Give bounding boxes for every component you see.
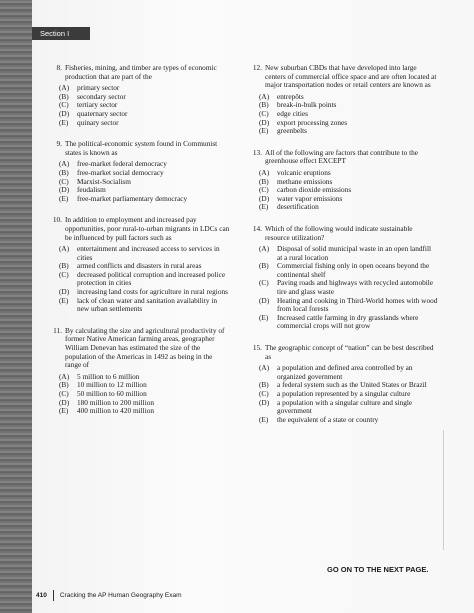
- question-text: All of the following are factors that contribute to the greenhouse effect EXCEPT: [265, 147, 418, 166]
- answer-choices: [248, 364, 438, 424]
- choice-text: lack of clean water and sanitation availability in new urban settlements: [77, 295, 218, 314]
- choice-letter: (A): [59, 371, 70, 381]
- choice-text: volcanic eruptions: [277, 167, 331, 177]
- left-column: [48, 64, 230, 429]
- answer-choice: [48, 407, 230, 416]
- choice-text: feudalism: [77, 185, 106, 195]
- question-stem: [248, 344, 438, 361]
- choice-letter: (A): [259, 244, 270, 254]
- choice-text: Disposal of solid municipal waste in an open landfill at a rural location: [277, 244, 432, 262]
- choice-text: 180 million to 200 million: [77, 397, 155, 407]
- choice-text: break-in-bulk points: [277, 100, 337, 110]
- question-number: 14.: [252, 223, 262, 233]
- choice-letter: (B): [259, 261, 269, 271]
- choice-text: 10 million to 12 million: [77, 380, 147, 390]
- answer-choice: [248, 364, 438, 381]
- choice-text: free-market federal democracy: [77, 159, 167, 169]
- answer-choice: [248, 127, 438, 136]
- choice-letter: (E): [259, 126, 269, 136]
- question-item: [248, 225, 438, 331]
- question-stem: [248, 149, 438, 166]
- choice-letter: (E): [59, 117, 69, 127]
- choice-text: decreased political corruption and increased police protection in cities: [77, 269, 226, 288]
- choice-text: free-market parliamentary democracy: [77, 193, 188, 203]
- question-text: In addition to employment and increased pay opportunities, poor rural-to-urban migrants in LDCs can be influenced by pull factors such as: [65, 215, 230, 242]
- choice-text: quaternary sector: [77, 108, 128, 118]
- right-column: [248, 64, 438, 437]
- page-footer: [36, 590, 182, 601]
- choice-text: 5 million to 6 million: [77, 371, 140, 381]
- choice-letter: (C): [59, 269, 69, 279]
- choice-text: a population with a singular culture and single government: [277, 397, 413, 416]
- answer-choice: [48, 297, 230, 314]
- question-number: 15.: [252, 343, 262, 353]
- choice-text: quinary sector: [77, 117, 119, 127]
- choice-text: export processing zones: [277, 117, 348, 127]
- answer-choices: [248, 245, 438, 331]
- answer-choice: [248, 314, 438, 331]
- choice-letter: (D): [59, 397, 70, 407]
- choice-text: primary sector: [77, 83, 120, 93]
- choice-letter: (C): [259, 108, 269, 118]
- choice-letter: (E): [259, 202, 269, 212]
- choice-letter: (E): [59, 193, 69, 203]
- question-number: 12.: [252, 63, 262, 72]
- choice-text: Heating and cooking in Third-World homes with wood from local forests: [277, 295, 438, 314]
- margin-rule: [443, 430, 444, 550]
- answer-choice: [48, 84, 230, 93]
- question-number: 10.: [52, 215, 62, 225]
- choice-text: a population and defined area controlled by an organized government: [277, 363, 413, 381]
- choice-text: Commercial fishing only in open oceans beyond the continental shelf: [277, 261, 430, 279]
- choice-text: a population represented by a singular culture: [277, 389, 411, 398]
- question-stem: [48, 64, 230, 81]
- question-number: 11.: [53, 325, 62, 335]
- answer-choice: [248, 203, 438, 212]
- answer-choice: [48, 169, 230, 178]
- choice-letter: (D): [59, 287, 70, 297]
- choice-letter: (C): [259, 185, 269, 195]
- choice-letter: (D): [59, 108, 70, 118]
- answer-choice: [248, 279, 438, 296]
- question-item: [248, 149, 438, 212]
- question-stem: [248, 225, 438, 242]
- choice-letter: (D): [259, 193, 270, 203]
- question-number: 9.: [56, 139, 62, 149]
- choice-letter: (C): [59, 176, 69, 186]
- choice-text: increasing land costs for agriculture in rural regions: [77, 287, 228, 297]
- choice-letter: (C): [259, 278, 269, 288]
- choice-letter: (E): [259, 414, 269, 424]
- page-number: 410: [36, 592, 47, 599]
- choice-text: entrepôts: [277, 91, 304, 101]
- choice-text: free-market social democracy: [77, 167, 164, 177]
- choice-letter: (A): [59, 244, 70, 254]
- question-item: [248, 64, 438, 136]
- choice-letter: (C): [59, 389, 69, 398]
- question-text: Which of the following would indicate sustainable resource utilization?: [265, 223, 413, 242]
- answer-choice: [48, 119, 230, 128]
- choice-text: the equivalent of a state or country: [277, 414, 379, 424]
- answer-choice: [48, 195, 230, 204]
- answer-choice: [48, 110, 230, 119]
- question-number: 8.: [56, 63, 62, 72]
- choice-text: armed conflicts and disasters in rural areas: [77, 261, 202, 271]
- choice-letter: (B): [59, 91, 69, 101]
- section-tab: Section I: [32, 27, 90, 40]
- question-text: The political-economic system found in Communist states is known as: [65, 139, 218, 157]
- answer-choices: [48, 84, 230, 127]
- choice-text: desertification: [277, 202, 319, 212]
- question-item: [48, 140, 230, 203]
- question-text: The geographic concept of “nation” can be best described as: [265, 343, 434, 361]
- question-text: Fisheries, mining, and timber are types of economic production that are part of the: [65, 63, 217, 81]
- choice-letter: (D): [259, 117, 270, 127]
- choice-text: edge cities: [277, 108, 308, 118]
- answer-choice: [48, 245, 230, 262]
- choice-letter: (E): [59, 295, 69, 305]
- choice-text: Paving roads and highways with recycled automobile tire and glass waste: [277, 278, 434, 297]
- answer-choice: [48, 93, 230, 102]
- choice-text: water vapor emissions: [277, 193, 343, 203]
- question-number: 13.: [252, 147, 262, 157]
- choice-text: entertainment and increased access to services in cities: [77, 244, 220, 262]
- choice-letter: (D): [259, 397, 270, 407]
- answer-choices: [48, 160, 230, 203]
- answer-choice: [48, 101, 230, 110]
- choice-text: greenbelts: [277, 126, 307, 136]
- choice-text: 50 million to 60 million: [77, 389, 147, 398]
- question-stem: [48, 140, 230, 157]
- choice-text: tertiary sector: [77, 100, 118, 110]
- choice-letter: (A): [259, 91, 270, 101]
- choice-letter: (B): [259, 380, 269, 390]
- choice-letter: (E): [59, 406, 69, 416]
- answer-choice: [248, 297, 438, 314]
- choice-letter: (A): [259, 363, 270, 373]
- choice-letter: (B): [259, 176, 269, 186]
- choice-text: a federal system such as the United States or Brazil: [277, 380, 427, 390]
- choice-letter: (A): [59, 159, 70, 169]
- question-stem: [48, 327, 230, 370]
- next-page-notice: GO ON TO THE NEXT PAGE.: [327, 565, 429, 574]
- book-title: Cracking the AP Human Geography Exam: [59, 592, 182, 599]
- choice-letter: (A): [259, 167, 270, 177]
- choice-letter: (B): [59, 380, 69, 390]
- answer-choices: [48, 245, 230, 314]
- answer-choices: [248, 93, 438, 136]
- question-text: New suburban CBDs that have developed into large centers of commercial office space and are often located at major transportation nodes or retail centers are known as: [265, 63, 437, 90]
- choice-letter: (A): [59, 83, 70, 93]
- choice-text: secondary sector: [77, 91, 126, 101]
- choice-letter: (B): [59, 261, 69, 271]
- answer-choice: [248, 262, 438, 279]
- question-stem: [248, 64, 438, 90]
- choice-letter: (B): [59, 167, 69, 177]
- choice-text: 400 million to 420 million: [77, 406, 155, 416]
- answer-choices: [248, 169, 438, 212]
- choice-text: Increased cattle farming in dry grasslands where commercial crops will not grow: [277, 312, 419, 331]
- question-item: [248, 344, 438, 424]
- choice-text: methane emissions: [277, 176, 333, 186]
- question-stem: [48, 216, 230, 242]
- question-item: [48, 64, 230, 127]
- question-text: By calculating the size and agricultural productivity of former Native American farming areas, geographer William Denevan has estimated the size of the population of the Americas in 1492 as being in the range of: [65, 325, 225, 370]
- question-item: [48, 327, 230, 416]
- footer-divider: [53, 590, 54, 601]
- answer-choice: [248, 245, 438, 262]
- answer-choices: [48, 373, 230, 416]
- question-item: [48, 216, 230, 314]
- choice-letter: (C): [59, 100, 69, 110]
- choice-text: Marxist-Socialism: [77, 176, 131, 186]
- choice-letter: (C): [259, 389, 269, 398]
- answer-choice: [48, 178, 230, 187]
- answer-choice: [248, 399, 438, 416]
- choice-letter: (B): [259, 100, 269, 110]
- choice-letter: (E): [259, 312, 269, 322]
- choice-letter: (D): [59, 185, 70, 195]
- choice-text: carbon dioxide emissions: [277, 185, 352, 195]
- book-spine-shadow: [0, 0, 32, 613]
- answer-choice: [48, 271, 230, 288]
- choice-letter: (D): [259, 295, 270, 305]
- answer-choice: [248, 416, 438, 425]
